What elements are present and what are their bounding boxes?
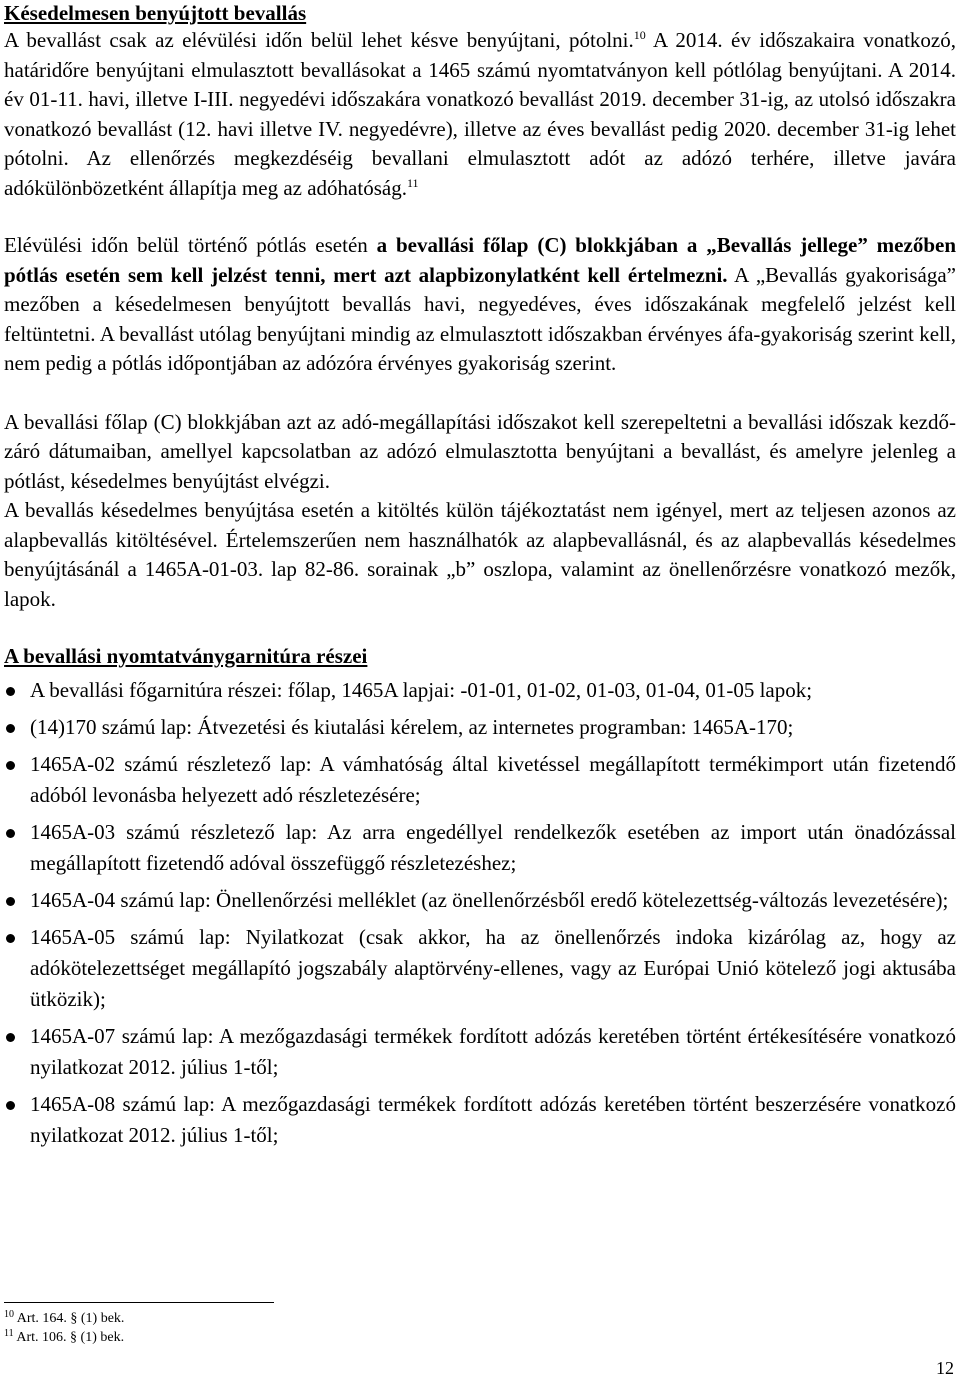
footnote-10 [4,1309,960,1328]
footnotes [4,1302,960,1347]
list-item [4,885,956,916]
paragraph-text: A bevallást csak az elévülési időn belül lehet késve benyújtani, pótolni. [4,28,634,52]
list-item-text: (14)170 számú lap: Átvezetési és kiutalási kérelem, az internetes programban: 1465A-170; [30,715,794,739]
list-item-text: 1465A-04 számú lap: Önellenőrzési melléklet (az önellenőrzésből eredő kötelezettség-változás levezetésére); [30,888,949,912]
list-item [4,922,956,1015]
list-item-text: 1465A-03 számú részletező lap: Az arra engedéllyel rendelkezők esetében az import után önadózással megállapított fizetendő adóval összefüggő részletezéshez; [30,820,956,875]
list-item-text: 1465A-02 számú részletező lap: A vámhatóság által kivetéssel megállapított termékimport után fizetendő adóból levonásba helyezett adó részletezésére; [30,752,956,807]
list-item-text: A bevallási főgarnitúra részei: főlap, 1465A lapjai: -01-01, 01-02, 01-03, 01-04, 01-05 lapok; [30,678,813,702]
spacer [4,203,956,231]
bullet-icon [6,897,15,906]
list-item-text: 1465A-08 számú lap: A mezőgazdasági termékek fordított adózás keretében történt beszerzésére vonatkozó nyilatkozat 2012. július 1-től; [30,1092,956,1147]
bullet-icon [6,761,15,770]
paragraph-late-filing-intro [4,26,956,203]
list-item [4,749,956,811]
paragraph-text: A „Bevallás gyakorisága” mezőben a késedelmesen benyújtott bevallás havi, negyedéves, éves időszakának megfelelő jelzést kell feltüntetni. A bevallást utólag benyújtani mindig az elmulasztott időszakban érvényes áfa-gyakoriság szerint kell, nem pedig a pótlás időpontjában az adózóra érvényes gyakoriság szerint. [4,262,956,375]
list-item-text: 1465A-07 számú lap: A mezőgazdasági termékek fordított adózás keretében történt értékesítésére vonatkozó nyilatkozat 2012. július 1-től; [30,1024,956,1079]
bullet-icon [6,1101,15,1110]
section-heading-late-filing: Késedelmesen benyújtott bevallás [4,1,307,25]
footnote-text: Art. 164. § (1) bek. [14,1311,125,1326]
bullet-icon [6,934,15,943]
list-item-text: 1465A-05 számú lap: Nyilatkozat (csak akkor, ha az önellenőrzés indoka kizárólag az, hogy az adókötelezettséget megállapító jogszabály alaptörvény-ellenes, vagy az Európai Unió kötelező jogi aktusába ütközik); [30,925,956,1011]
footnote-divider [4,1302,274,1303]
list-item [4,1089,956,1151]
paragraph-main-sheet-period: A bevallási főlap (C) blokkjában azt az adó-megállapítási időszakot kell szerepeltetni a bevallási időszak kezdő-záró dátumaiban, amellyel kapcsolatban az adózó elmulasztotta benyújtani a bevallást, és amelyre jelenleg a pótlást, késedelmes benyújtást elvégzi. [4,409,956,493]
list-item [4,712,956,743]
footnote-ref-10[interactable]: 10 [633,28,646,42]
form-set-parts-list [4,675,956,1151]
list-item [4,817,956,879]
paragraph-late-filing-completion: A bevallás késedelmes benyújtása esetén a kitöltés külön tájékoztatást nem igényel, mert az teljesen azonos az alapbevallás kitöltésével. Értelemszerűen nem használhatók az alapbevallásnál, és az alapbevallás késedelmes benyújtásánál a 1465A-01-03. lap 82-86. sorainak „b” oszlopa, valamint az önellenőrzésre vonatkozó mezők, lapok. [4,498,956,611]
spacer [4,379,956,408]
paragraph-replacement-within-limitation [4,231,956,379]
spacer [4,614,956,643]
paragraph-text: Elévülési időn belül történő pótlás esetén [4,233,377,257]
footnote-number: 11 [4,1328,14,1339]
section-heading-form-set-parts: A bevallási nyomtatványgarnitúra részei [4,644,368,668]
footnote-ref-11[interactable]: 11 [406,175,419,190]
footnote-text: Art. 106. § (1) bek. [13,1330,125,1345]
footnote-11 [4,1328,960,1347]
bullet-icon [6,1033,15,1042]
bullet-icon [6,829,15,838]
paragraph-text: A 2014. év időszakaira vonatkozó, határidőre benyújtani elmulasztott bevallásokat a 1465 számú nyomtatványon kell pótlólag benyújtani. A 2014. év 01-11. havi, illetve I-III. negyedévi időszakára vonatkozó bevallást 2019. december 31-ig, az utolsó időszakra vonatkozó bevallást (12. havi illetve IV. negyedévre), illetve az éves bevallást pedig 2020. december 31-ig lehet pótolni. Az ellenőrzés megkezdéséig bevallani elmulasztott adót az adózó terhére, illetve javára adókülönbözetként állapítja meg az adóhatóság. [4,28,956,200]
bullet-icon [6,687,15,696]
list-item [4,675,956,706]
footnote-number: 10 [4,1309,14,1320]
page-number: 12 [936,1358,954,1378]
bullet-icon [6,724,15,733]
list-item [4,1021,956,1083]
paragraph-bold-text: a bevallási főlap (C) blokkjában a „Bevallás jellege” mezőben pótlás esetén sem kell jelzést tenni, mert azt alapbizonylatként kell értelmezni. [4,233,956,287]
